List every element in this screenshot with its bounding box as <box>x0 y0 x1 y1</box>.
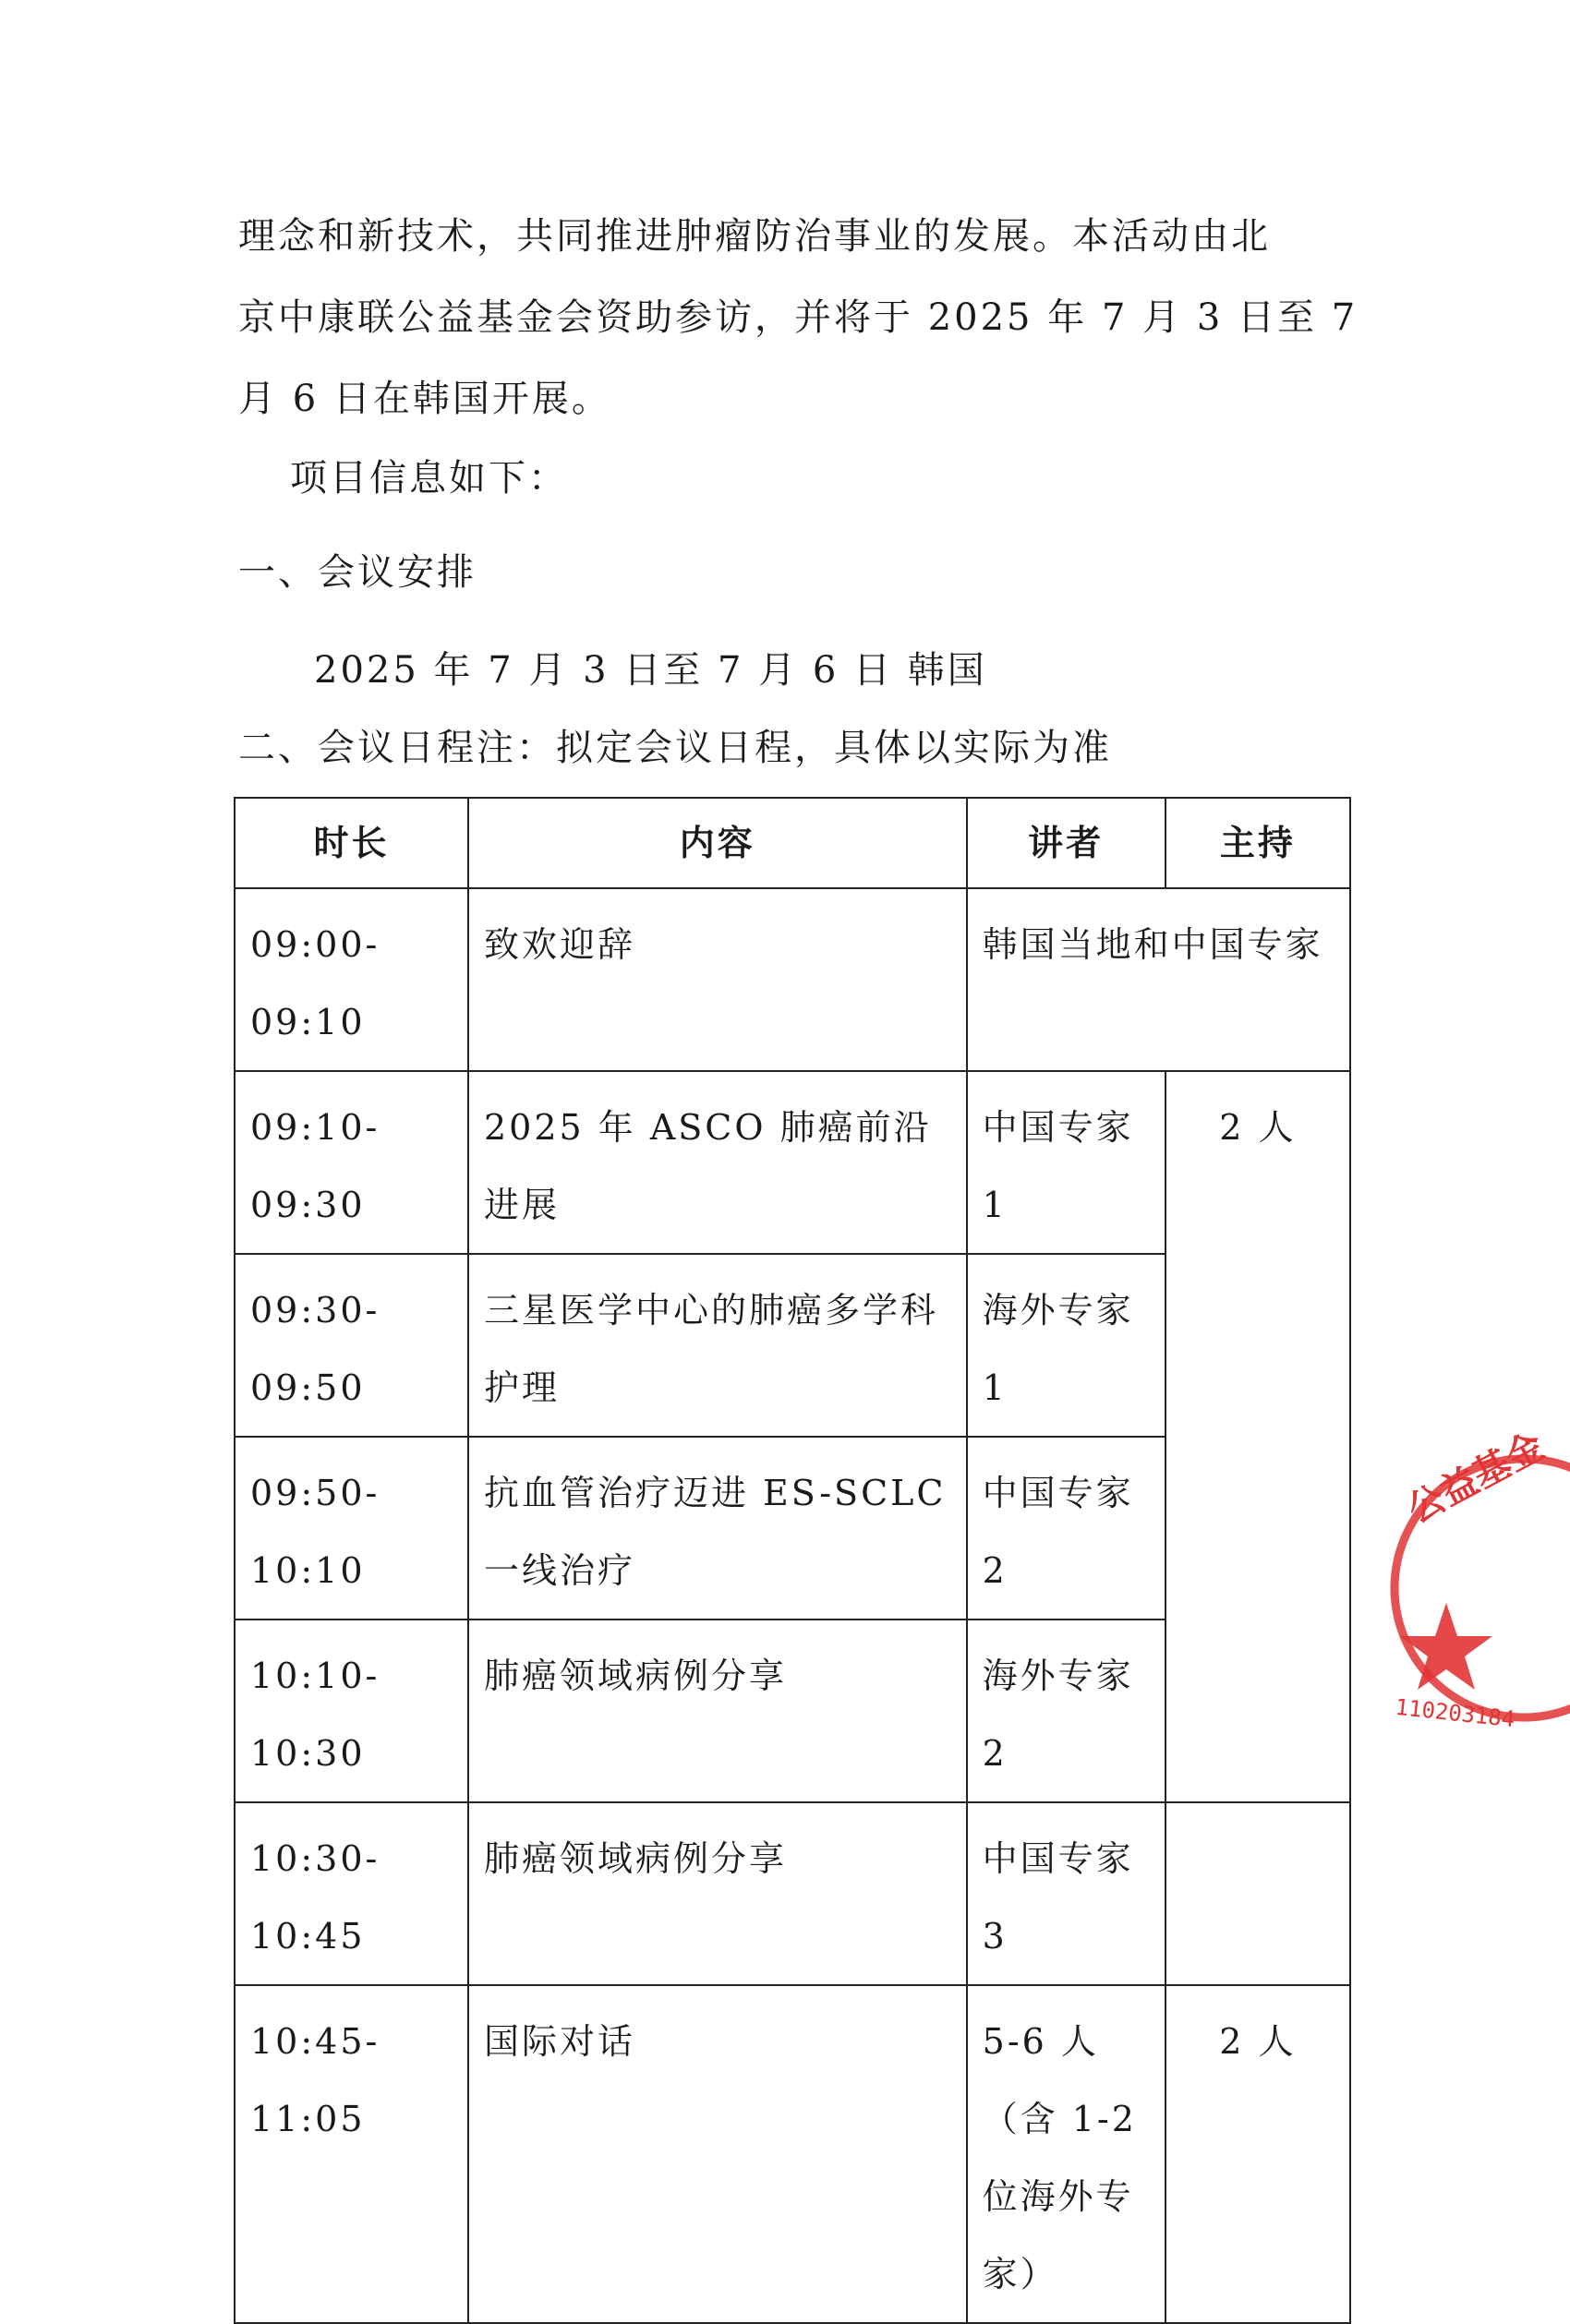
official-seal-icon <box>1367 1425 1570 1736</box>
schedule-table <box>234 797 1351 2324</box>
cell-time: 09:10-09:30 <box>235 1071 468 1254</box>
intro-paragraph <box>238 196 1359 440</box>
cell-content-text: 抗血管治疗迈进 ES-SCLC 一线治疗 <box>483 1473 947 1591</box>
seal-star-icon <box>1400 1603 1492 1690</box>
intro-line: 月 6 日在韩国开展。 <box>238 378 611 420</box>
meeting-date-location: 2025 年 7 月 3 日至 7 月 6 日 韩国 <box>314 649 987 692</box>
cell-speaker: 中国专家 2 <box>967 1437 1165 1620</box>
header-host: 主持 <box>1165 798 1350 888</box>
cell-content: 肺癌领域病例分享 <box>468 1802 967 1985</box>
cell-speaker <box>967 1985 1165 2323</box>
cell-time: 10:45-11:05 <box>235 1985 468 2323</box>
section2-heading: 二、会议日程注：拟定会议日程，具体以实际为准 <box>238 727 1112 769</box>
seal-text: 公益基金 <box>1400 1425 1552 1532</box>
header-speaker: 讲者 <box>967 798 1165 888</box>
cell-host: 2 人 <box>1165 1071 1350 1802</box>
project-info-text: 项目信息如下： <box>290 457 568 500</box>
cell-content <box>468 1254 967 1437</box>
cell-time: 10:30-10:45 <box>235 1802 468 1985</box>
cell-speaker: 海外专家 2 <box>967 1620 1165 1802</box>
cell-content-text: 三星医学中心的肺癌多学科护理 <box>483 1290 938 1408</box>
cell-time: 10:10-10:30 <box>235 1620 468 1802</box>
section1-heading: 一、会议安排 <box>238 551 477 594</box>
header-content: 内容 <box>468 798 967 888</box>
cell-content <box>468 1437 967 1620</box>
cell-content: 国际对话 <box>468 1985 967 2323</box>
table-row <box>235 1985 1350 2323</box>
cell-host: 2 人 <box>1165 1985 1350 2323</box>
cell-time: 09:00-09:10 <box>235 888 468 1071</box>
cell-host <box>1165 1802 1350 1985</box>
intro-line: 理念和新技术，共同推进肿瘤防治事业的发展。本活动由北 <box>238 215 1271 258</box>
seal-number: 110203184 <box>1394 1693 1516 1733</box>
cell-time: 09:50-10:10 <box>235 1437 468 1620</box>
table-row <box>235 888 1350 1071</box>
cell-speaker: 中国专家 3 <box>967 1802 1165 1985</box>
cell-time: 09:30-09:50 <box>235 1254 468 1437</box>
cell-speaker-text: 5-6 人（含 1-2 位海外专家） <box>982 2021 1137 2294</box>
cell-content: 2025 年 ASCO 肺癌前沿进展 <box>468 1071 967 1254</box>
table-header-row <box>235 798 1350 888</box>
header-time: 时长 <box>235 798 468 888</box>
cell-speaker: 海外专家 1 <box>967 1254 1165 1437</box>
cell-content: 致欢迎辞 <box>468 888 967 1071</box>
cell-speaker: 韩国当地和中国专家 <box>967 888 1350 1071</box>
intro-line: 京中康联公益基金会资助参访，并将于 2025 年 7 月 3 日至 7 <box>238 296 1359 339</box>
table-row <box>235 1802 1350 1985</box>
cell-content: 肺癌领域病例分享 <box>468 1620 967 1802</box>
table-row <box>235 1071 1350 1254</box>
cell-speaker: 中国专家 1 <box>967 1071 1165 1254</box>
